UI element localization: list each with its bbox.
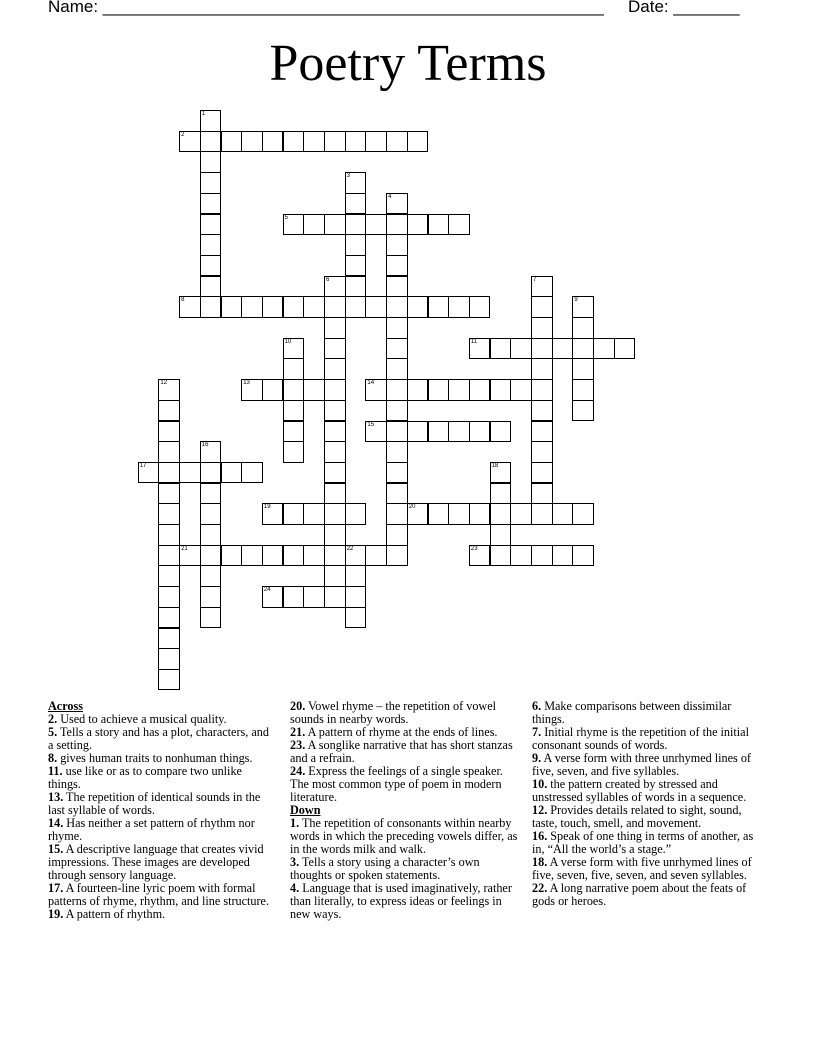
clue-number: 18 bbox=[491, 462, 499, 469]
grid-cell[interactable] bbox=[241, 379, 263, 401]
grid-cell[interactable] bbox=[158, 565, 180, 587]
grid-cell[interactable] bbox=[572, 379, 594, 401]
clue-number: 2 bbox=[181, 131, 185, 138]
clue-item bbox=[290, 882, 520, 921]
grid-cell[interactable] bbox=[241, 545, 263, 567]
clue-item-text: A pattern of rhythm. bbox=[63, 907, 166, 921]
grid-cell[interactable] bbox=[365, 379, 387, 401]
grid-cell[interactable] bbox=[283, 503, 305, 525]
clue-number: 22 bbox=[346, 545, 354, 552]
grid-cell[interactable] bbox=[324, 131, 346, 153]
grid-cell[interactable] bbox=[531, 400, 553, 422]
clue-item bbox=[290, 739, 520, 765]
clue-item-number: 6. bbox=[532, 699, 542, 713]
grid-cell[interactable] bbox=[469, 545, 491, 567]
clues-column-3 bbox=[532, 700, 766, 908]
clue-item bbox=[48, 843, 276, 882]
grid-cell[interactable] bbox=[572, 296, 594, 318]
grid-cell[interactable] bbox=[490, 462, 512, 484]
clue-number: 24 bbox=[263, 587, 271, 594]
grid-cell[interactable] bbox=[158, 586, 180, 608]
grid-cell[interactable] bbox=[324, 379, 346, 401]
clue-item-text: use like or as to compare two unlike things. bbox=[48, 764, 242, 791]
grid-cell[interactable] bbox=[200, 524, 222, 546]
clue-item bbox=[290, 700, 520, 726]
grid-cell[interactable] bbox=[345, 214, 367, 236]
grid-cell[interactable] bbox=[283, 379, 305, 401]
clue-item-text: the pattern created by stressed and unstressed syllables of words in a sequence. bbox=[532, 777, 747, 804]
grid-cell[interactable] bbox=[469, 379, 491, 401]
grid-cell[interactable] bbox=[490, 483, 512, 505]
clue-item-number: 4. bbox=[290, 881, 300, 895]
grid-cell[interactable] bbox=[158, 379, 180, 401]
clue-item-number: 19. bbox=[48, 907, 64, 921]
grid-cell[interactable] bbox=[324, 421, 346, 443]
clue-item bbox=[48, 882, 276, 908]
clue-item bbox=[532, 804, 766, 830]
grid-cell[interactable] bbox=[303, 586, 325, 608]
grid-cell[interactable] bbox=[179, 462, 201, 484]
grid-cell[interactable] bbox=[262, 586, 284, 608]
clue-item-text: A fourteen-line lyric poem with formal patterns of rhyme, rhythm, and line structure. bbox=[48, 881, 270, 908]
grid-cell[interactable] bbox=[179, 131, 201, 153]
clue-number: 20 bbox=[408, 504, 416, 511]
clue-item bbox=[48, 726, 276, 752]
grid-cell[interactable] bbox=[490, 421, 512, 443]
grid-cell[interactable] bbox=[262, 545, 284, 567]
grid-cell[interactable] bbox=[345, 296, 367, 318]
grid-cell[interactable] bbox=[531, 462, 553, 484]
grid-cell[interactable] bbox=[407, 214, 429, 236]
clue-item bbox=[48, 817, 276, 843]
grid-cell[interactable] bbox=[531, 317, 553, 339]
grid-cell[interactable] bbox=[200, 214, 222, 236]
grid-cell[interactable] bbox=[283, 441, 305, 463]
clue-number: 11 bbox=[470, 338, 478, 345]
grid-cell[interactable] bbox=[428, 296, 450, 318]
clue-number: 23 bbox=[470, 545, 478, 552]
grid-cell[interactable] bbox=[428, 421, 450, 443]
grid-cell[interactable] bbox=[365, 214, 387, 236]
grid-cell[interactable] bbox=[386, 483, 408, 505]
grid-cell[interactable] bbox=[200, 151, 222, 173]
clue-item-number: 20. bbox=[290, 699, 306, 713]
clue-item bbox=[532, 700, 766, 726]
clue-item-number: 11. bbox=[48, 764, 63, 778]
clue-item-text: Vowel rhyme – the repetition of vowel sounds in nearby words. bbox=[290, 699, 497, 726]
grid-cell[interactable] bbox=[345, 193, 367, 215]
grid-cell[interactable] bbox=[490, 545, 512, 567]
clue-number: 14 bbox=[367, 380, 375, 387]
clue-item-number: 8. bbox=[48, 751, 58, 765]
clue-item-number: 5. bbox=[48, 725, 58, 739]
grid-cell[interactable] bbox=[324, 214, 346, 236]
clue-number: 13 bbox=[243, 380, 250, 387]
clue-item-number: 10. bbox=[532, 777, 548, 791]
clue-number: 8 bbox=[181, 297, 185, 304]
clue-item bbox=[290, 856, 520, 882]
grid-cell[interactable] bbox=[490, 524, 512, 546]
grid-cell[interactable] bbox=[158, 669, 180, 691]
grid-cell[interactable] bbox=[158, 483, 180, 505]
grid-cell[interactable] bbox=[572, 358, 594, 380]
grid-cell[interactable] bbox=[386, 379, 408, 401]
grid-cell[interactable] bbox=[593, 338, 615, 360]
grid-cell[interactable] bbox=[510, 379, 532, 401]
grid-cell[interactable] bbox=[324, 503, 346, 525]
clue-item-number: 22. bbox=[532, 881, 548, 895]
grid-cell[interactable] bbox=[345, 565, 367, 587]
down-heading: Down bbox=[290, 803, 321, 817]
clue-number: 6 bbox=[326, 276, 330, 283]
clue-item bbox=[532, 752, 766, 778]
grid-cell[interactable] bbox=[303, 379, 325, 401]
grid-cell[interactable] bbox=[241, 131, 263, 153]
grid-cell[interactable] bbox=[200, 276, 222, 298]
grid-cell[interactable] bbox=[386, 462, 408, 484]
grid-cell[interactable] bbox=[345, 131, 367, 153]
grid-cell[interactable] bbox=[324, 462, 346, 484]
grid-cell[interactable] bbox=[345, 545, 367, 567]
grid-cell[interactable] bbox=[345, 276, 367, 298]
grid-cell[interactable] bbox=[200, 607, 222, 629]
grid-cell[interactable] bbox=[200, 503, 222, 525]
grid-cell[interactable] bbox=[531, 296, 553, 318]
across-heading: Across bbox=[48, 699, 83, 713]
grid-cell[interactable] bbox=[572, 503, 594, 525]
grid-cell[interactable] bbox=[386, 358, 408, 380]
grid-cell[interactable] bbox=[283, 358, 305, 380]
clue-item-number: 2. bbox=[48, 712, 58, 726]
grid-cell[interactable] bbox=[469, 296, 491, 318]
clue-item-text: Language that is used imaginatively, rather than literally, to express ideas or feelings in new ways. bbox=[290, 881, 512, 921]
grid-cell[interactable] bbox=[448, 421, 470, 443]
clue-item bbox=[532, 856, 766, 882]
grid-cell[interactable] bbox=[386, 193, 408, 215]
grid-cell[interactable] bbox=[490, 379, 512, 401]
clue-item-text: A descriptive language that creates vivid impressions. These images are developed through sensory language. bbox=[48, 842, 264, 882]
clue-item-text: gives human traits to nonhuman things. bbox=[57, 751, 253, 765]
clue-number: 7 bbox=[533, 276, 537, 283]
grid-cell[interactable] bbox=[324, 296, 346, 318]
grid-cell[interactable] bbox=[200, 172, 222, 194]
clues-column-1 bbox=[48, 700, 276, 921]
grid-cell[interactable] bbox=[221, 545, 243, 567]
clue-item-text: A pattern of rhyme at the ends of lines. bbox=[305, 725, 498, 739]
grid-cell[interactable] bbox=[221, 462, 243, 484]
grid-cell[interactable] bbox=[572, 545, 594, 567]
grid-cell[interactable] bbox=[365, 545, 387, 567]
clue-number: 21 bbox=[181, 545, 188, 552]
grid-cell[interactable] bbox=[324, 441, 346, 463]
grid-cell[interactable] bbox=[386, 317, 408, 339]
grid-cell[interactable] bbox=[428, 503, 450, 525]
grid-cell[interactable] bbox=[552, 338, 574, 360]
grid-cell[interactable] bbox=[407, 379, 429, 401]
grid-cell[interactable] bbox=[345, 255, 367, 277]
clue-number: 12 bbox=[160, 380, 168, 387]
clue-item-number: 7. bbox=[532, 725, 542, 739]
grid-cell[interactable] bbox=[200, 545, 222, 567]
clue-item-text: A verse form with three unrhymed lines of five, seven, and five syllables. bbox=[532, 751, 751, 778]
clue-item-number: 21. bbox=[290, 725, 306, 739]
grid-cell[interactable] bbox=[531, 379, 553, 401]
grid-cell[interactable] bbox=[324, 276, 346, 298]
grid-cell[interactable] bbox=[407, 296, 429, 318]
grid-cell[interactable] bbox=[138, 462, 160, 484]
clue-item-number: 12. bbox=[532, 803, 548, 817]
clue-item bbox=[532, 726, 766, 752]
grid-cell[interactable] bbox=[200, 296, 222, 318]
clue-number: 17 bbox=[139, 462, 147, 469]
grid-cell[interactable] bbox=[386, 255, 408, 277]
clue-item-text: Has neither a set pattern of rhythm nor rhyme. bbox=[48, 816, 255, 843]
grid-cell[interactable] bbox=[221, 296, 243, 318]
grid-cell[interactable] bbox=[283, 545, 305, 567]
grid-cell[interactable] bbox=[303, 296, 325, 318]
clue-item-text: Tells a story and has a plot, characters, and a setting. bbox=[48, 725, 269, 752]
grid-cell[interactable] bbox=[510, 545, 532, 567]
clue-item-text: The repetition of consonants within nearby words in which the preceding vowels differ, as in the words milk and walk. bbox=[290, 816, 518, 856]
grid-cell[interactable] bbox=[490, 338, 512, 360]
grid-cell[interactable] bbox=[200, 441, 222, 463]
clue-item-text: Make comparisons between dissimilar things. bbox=[532, 699, 732, 726]
clue-item-text: A long narrative poem about the feats of gods or heroes. bbox=[532, 881, 747, 908]
grid-cell[interactable] bbox=[200, 483, 222, 505]
grid-cell[interactable] bbox=[531, 338, 553, 360]
grid-cell[interactable] bbox=[386, 296, 408, 318]
grid-cell[interactable] bbox=[179, 296, 201, 318]
grid-cell[interactable] bbox=[303, 545, 325, 567]
grid-cell[interactable] bbox=[324, 483, 346, 505]
grid-cell[interactable] bbox=[365, 296, 387, 318]
grid-cell[interactable] bbox=[200, 565, 222, 587]
clue-item bbox=[290, 817, 520, 856]
grid-cell[interactable] bbox=[283, 131, 305, 153]
grid-cell[interactable] bbox=[283, 400, 305, 422]
clue-item-number: 1. bbox=[290, 816, 300, 830]
grid-cell[interactable] bbox=[158, 628, 180, 650]
grid-cell[interactable] bbox=[200, 131, 222, 153]
grid-cell[interactable] bbox=[345, 234, 367, 256]
page-title: Poetry Terms bbox=[269, 35, 547, 92]
grid-cell[interactable] bbox=[324, 586, 346, 608]
clue-item-number: 14. bbox=[48, 816, 64, 830]
grid-cell[interactable] bbox=[283, 421, 305, 443]
grid-cell[interactable] bbox=[490, 503, 512, 525]
grid-cell[interactable] bbox=[221, 131, 243, 153]
grid-cell[interactable] bbox=[303, 214, 325, 236]
grid-cell[interactable] bbox=[386, 441, 408, 463]
clue-item bbox=[48, 765, 276, 791]
clue-item-number: 23. bbox=[290, 738, 306, 752]
grid-cell[interactable] bbox=[200, 234, 222, 256]
grid-cell[interactable] bbox=[158, 421, 180, 443]
grid-cell[interactable] bbox=[324, 358, 346, 380]
clue-number: 15 bbox=[367, 421, 375, 428]
clue-item-text: Used to achieve a musical quality. bbox=[57, 712, 227, 726]
grid-cell[interactable] bbox=[241, 296, 263, 318]
clue-item-text: Initial rhyme is the repetition of the initial consonant sounds of words. bbox=[532, 725, 749, 752]
grid-cell[interactable] bbox=[448, 296, 470, 318]
grid-cell[interactable] bbox=[469, 503, 491, 525]
grid-cell[interactable] bbox=[428, 214, 450, 236]
grid-cell[interactable] bbox=[262, 296, 284, 318]
grid-cell[interactable] bbox=[365, 421, 387, 443]
grid-cell[interactable] bbox=[531, 441, 553, 463]
grid-cell[interactable] bbox=[158, 441, 180, 463]
grid-cell[interactable] bbox=[469, 421, 491, 443]
grid-cell[interactable] bbox=[324, 524, 346, 546]
grid-cell[interactable] bbox=[428, 379, 450, 401]
clue-item bbox=[532, 882, 766, 908]
grid-cell[interactable] bbox=[158, 503, 180, 525]
clue-item-number: 18. bbox=[532, 855, 548, 869]
clue-item-text: Tells a story using a character’s own thoughts or spoken statements. bbox=[290, 855, 480, 882]
grid-cell[interactable] bbox=[345, 586, 367, 608]
grid-cell[interactable] bbox=[283, 214, 305, 236]
clue-item-text: A verse form with five unrhymed lines of five, seven, five, seven, and seven syllables. bbox=[532, 855, 752, 882]
grid-cell[interactable] bbox=[303, 503, 325, 525]
clue-number: 19 bbox=[263, 504, 271, 511]
grid-cell[interactable] bbox=[510, 503, 532, 525]
grid-cell[interactable] bbox=[241, 462, 263, 484]
grid-cell[interactable] bbox=[345, 172, 367, 194]
grid-cell[interactable] bbox=[386, 276, 408, 298]
grid-cell[interactable] bbox=[200, 586, 222, 608]
clues-column-2 bbox=[290, 700, 520, 921]
clue-item-text: A songlike narrative that has short stanzas and a refrain. bbox=[290, 738, 513, 765]
grid-cell[interactable] bbox=[469, 338, 491, 360]
grid-cell[interactable] bbox=[386, 545, 408, 567]
clue-item-text: The repetition of identical sounds in the last syllable of words. bbox=[48, 790, 261, 817]
grid-cell[interactable] bbox=[158, 607, 180, 629]
grid-cell[interactable] bbox=[614, 338, 636, 360]
grid-cell[interactable] bbox=[552, 545, 574, 567]
grid-cell[interactable] bbox=[448, 214, 470, 236]
grid-cell[interactable] bbox=[531, 276, 553, 298]
grid-cell[interactable] bbox=[158, 524, 180, 546]
grid-cell[interactable] bbox=[386, 338, 408, 360]
clue-item-text: Provides details related to sight, sound, taste, touch, smell, and movement. bbox=[532, 803, 742, 830]
clue-item-text: Express the feelings of a single speaker. The most common type of poem in modern literature. bbox=[290, 764, 503, 804]
grid-cell[interactable] bbox=[407, 421, 429, 443]
grid-cell[interactable] bbox=[262, 503, 284, 525]
grid-cell[interactable] bbox=[345, 503, 367, 525]
grid-cell[interactable] bbox=[324, 565, 346, 587]
clue-number: 10 bbox=[284, 338, 292, 345]
grid-cell[interactable] bbox=[386, 421, 408, 443]
grid-cell[interactable] bbox=[324, 545, 346, 567]
clue-number: 3 bbox=[346, 173, 351, 180]
grid-cell[interactable] bbox=[386, 131, 408, 153]
grid-cell[interactable] bbox=[386, 234, 408, 256]
grid-cell[interactable] bbox=[510, 338, 532, 360]
clue-item-text: Speak of one thing in terms of another, as in, “All the world’s a stage.” bbox=[532, 829, 754, 856]
clue-item-number: 13. bbox=[48, 790, 64, 804]
grid-cell[interactable] bbox=[283, 586, 305, 608]
clue-item-number: 17. bbox=[48, 881, 64, 895]
grid-cell[interactable] bbox=[365, 131, 387, 153]
clue-item bbox=[48, 908, 276, 921]
clue-number: 5 bbox=[284, 214, 288, 221]
grid-cell[interactable] bbox=[158, 462, 180, 484]
grid-cell[interactable] bbox=[200, 110, 222, 132]
grid-cell[interactable] bbox=[448, 503, 470, 525]
grid-cell[interactable] bbox=[407, 503, 429, 525]
grid-cell[interactable] bbox=[386, 524, 408, 546]
clue-number: 9 bbox=[574, 297, 578, 304]
clue-item bbox=[290, 765, 520, 804]
grid-cell[interactable] bbox=[283, 296, 305, 318]
clue-item-number: 15. bbox=[48, 842, 64, 856]
clue-item bbox=[532, 830, 766, 856]
grid-cell[interactable] bbox=[179, 545, 201, 567]
clue-item-number: 16. bbox=[532, 829, 548, 843]
grid-cell[interactable] bbox=[407, 131, 429, 153]
grid-cell[interactable] bbox=[200, 462, 222, 484]
grid-cell[interactable] bbox=[448, 379, 470, 401]
grid-cell[interactable] bbox=[531, 358, 553, 380]
grid-cell[interactable] bbox=[386, 214, 408, 236]
grid-cell[interactable] bbox=[572, 338, 594, 360]
grid-cell[interactable] bbox=[158, 400, 180, 422]
clue-number: 1 bbox=[201, 111, 206, 117]
grid-cell[interactable] bbox=[552, 503, 574, 525]
grid-cell[interactable] bbox=[324, 400, 346, 422]
clue-number: 4 bbox=[388, 193, 392, 200]
grid-cell[interactable] bbox=[572, 400, 594, 422]
grid-cell[interactable] bbox=[324, 338, 346, 360]
grid-cell[interactable] bbox=[386, 503, 408, 525]
grid-cell[interactable] bbox=[200, 193, 222, 215]
grid-cell[interactable] bbox=[531, 503, 553, 525]
grid-cell[interactable] bbox=[386, 400, 408, 422]
clue-item-number: 3. bbox=[290, 855, 300, 869]
clue-item bbox=[48, 791, 276, 817]
grid-cell[interactable] bbox=[531, 545, 553, 567]
grid-cell[interactable] bbox=[262, 379, 284, 401]
clue-item-number: 9. bbox=[532, 751, 542, 765]
grid-cell[interactable] bbox=[200, 255, 222, 277]
grid-cell[interactable] bbox=[158, 545, 180, 567]
grid-cell[interactable] bbox=[531, 483, 553, 505]
grid-cell[interactable] bbox=[572, 317, 594, 339]
grid-cell[interactable] bbox=[324, 317, 346, 339]
grid-cell[interactable] bbox=[531, 421, 553, 443]
name-field[interactable]: Name: _____________________________________________________ bbox=[48, 0, 604, 16]
grid-cell[interactable] bbox=[303, 131, 325, 153]
clue-item bbox=[532, 778, 766, 804]
clue-number: 16 bbox=[201, 442, 209, 449]
date-field[interactable]: Date: _______ bbox=[628, 0, 740, 16]
grid-cell[interactable] bbox=[345, 607, 367, 629]
clue-item-number: 24. bbox=[290, 764, 306, 778]
grid-cell[interactable] bbox=[283, 338, 305, 360]
grid-cell[interactable] bbox=[262, 131, 284, 153]
grid-cell[interactable] bbox=[158, 648, 180, 670]
